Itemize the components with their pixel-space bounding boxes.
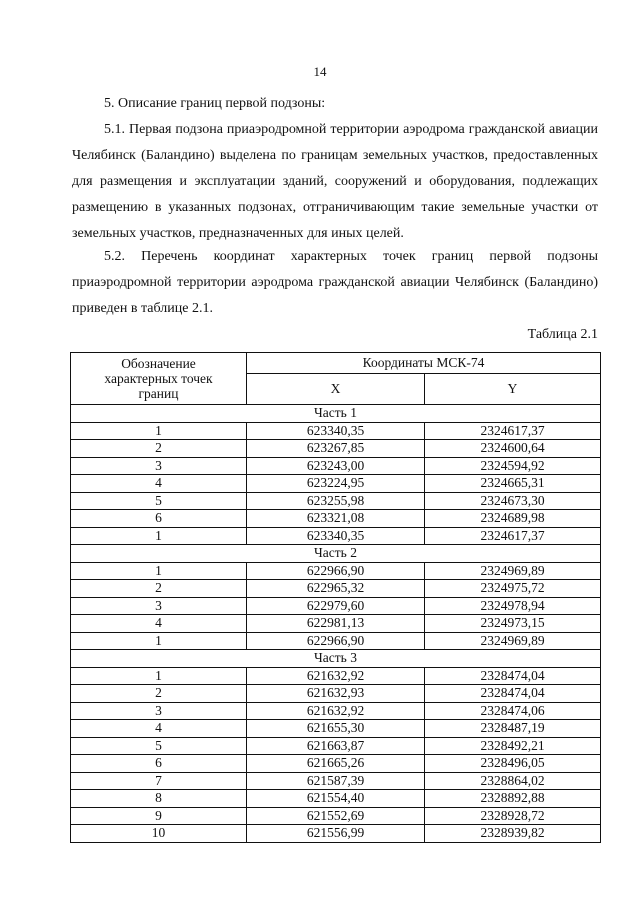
point-number-cell: 7: [71, 772, 247, 790]
y-coordinate-cell: 2328892,88: [425, 790, 601, 808]
x-coordinate-cell: 623340,35: [247, 527, 425, 545]
paragraph-5-2: 5.2. Перечень координат характерных точек границ первой подзоны приаэродромной территории аэродрома гражданской авиации Челябинск (Баландино) приведен в таблице 2.1.: [72, 249, 598, 316]
x-coordinate-cell: 623224,95: [247, 475, 425, 493]
y-coordinate-cell: 2324969,89: [425, 632, 601, 650]
y-coordinate-cell: 2328474,04: [425, 667, 601, 685]
part-title: Часть 3: [71, 650, 601, 668]
point-number-cell: 1: [71, 667, 247, 685]
y-coordinate-cell: 2324969,89: [425, 562, 601, 580]
table-row: [71, 475, 601, 493]
y-coordinate-cell: 2324617,37: [425, 422, 601, 440]
x-coordinate-cell: 623243,00: [247, 457, 425, 475]
table-row: [71, 440, 601, 458]
table-row: [71, 702, 601, 720]
x-coordinate-cell: 623321,08: [247, 510, 425, 528]
y-coordinate-cell: 2324975,72: [425, 580, 601, 598]
part-row: [71, 650, 601, 668]
table-row: [71, 422, 601, 440]
y-coordinate-cell: 2328928,72: [425, 807, 601, 825]
header-points: [71, 353, 247, 405]
x-coordinate-cell: 622965,32: [247, 580, 425, 598]
x-coordinate-cell: 621663,87: [247, 737, 425, 755]
y-coordinate-cell: 2328487,19: [425, 720, 601, 738]
y-coordinate-cell: 2328864,02: [425, 772, 601, 790]
y-coordinate-cell: 2328492,21: [425, 737, 601, 755]
header-y: Y: [425, 374, 601, 405]
header-points-line: Обозначение: [121, 356, 196, 371]
point-number-cell: 8: [71, 790, 247, 808]
table-row: [71, 807, 601, 825]
table-row: [71, 632, 601, 650]
point-number-cell: 6: [71, 510, 247, 528]
point-number-cell: 4: [71, 720, 247, 738]
table-row: [71, 667, 601, 685]
header-x: X: [247, 374, 425, 405]
table-row: [71, 597, 601, 615]
y-coordinate-cell: 2328939,82: [425, 825, 601, 843]
y-coordinate-cell: 2324673,30: [425, 492, 601, 510]
y-coordinate-cell: 2328474,04: [425, 685, 601, 703]
point-number-cell: 4: [71, 615, 247, 633]
point-number-cell: 3: [71, 702, 247, 720]
x-coordinate-cell: 622979,60: [247, 597, 425, 615]
x-coordinate-cell: 621655,30: [247, 720, 425, 738]
table-row: [71, 562, 601, 580]
table-row: [71, 527, 601, 545]
paragraph-5-1: 5.1. Первая подзона приаэродромной территории аэродрома гражданской авиации Челябинск (Баландино) выделена по границам земельных участков, предоставленных для размещения и эксплуатации зданий, сооружений и оборудования, подлежащих размещению в указанных подзонах, отграничивающим такие земельные участки от земельных участков, предназначенных для иных целей.: [72, 122, 598, 241]
x-coordinate-cell: 622981,13: [247, 615, 425, 633]
table-row: [71, 772, 601, 790]
point-number-cell: 1: [71, 527, 247, 545]
y-coordinate-cell: 2324689,98: [425, 510, 601, 528]
x-coordinate-cell: 623267,85: [247, 440, 425, 458]
y-coordinate-cell: 2324978,94: [425, 597, 601, 615]
header-coords: Координаты МСК-74: [247, 353, 601, 374]
x-coordinate-cell: 623340,35: [247, 422, 425, 440]
table-row: [71, 457, 601, 475]
point-number-cell: 2: [71, 580, 247, 598]
x-coordinate-cell: 623255,98: [247, 492, 425, 510]
x-coordinate-cell: 621632,93: [247, 685, 425, 703]
header-points-line: характерных точек: [104, 371, 213, 386]
coordinates-table: [70, 352, 601, 843]
page-number: 14: [313, 64, 327, 79]
point-number-cell: 5: [71, 492, 247, 510]
table-row: [71, 580, 601, 598]
table-caption: Таблица 2.1: [527, 327, 598, 342]
table-row: [71, 615, 601, 633]
point-number-cell: 5: [71, 737, 247, 755]
point-number-cell: 6: [71, 755, 247, 773]
y-coordinate-cell: 2328474,06: [425, 702, 601, 720]
table-row: [71, 510, 601, 528]
x-coordinate-cell: 621632,92: [247, 702, 425, 720]
table-row: [71, 685, 601, 703]
part-title: Часть 1: [71, 405, 601, 423]
y-coordinate-cell: 2328496,05: [425, 755, 601, 773]
point-number-cell: 3: [71, 597, 247, 615]
table-row: [71, 492, 601, 510]
x-coordinate-cell: 621665,26: [247, 755, 425, 773]
table-body: [71, 405, 601, 843]
point-number-cell: 2: [71, 685, 247, 703]
point-number-cell: 1: [71, 632, 247, 650]
y-coordinate-cell: 2324594,92: [425, 457, 601, 475]
y-coordinate-cell: 2324617,37: [425, 527, 601, 545]
part-title: Часть 2: [71, 545, 601, 563]
point-number-cell: 1: [71, 422, 247, 440]
x-coordinate-cell: 621632,92: [247, 667, 425, 685]
x-coordinate-cell: 622966,90: [247, 562, 425, 580]
point-number-cell: 9: [71, 807, 247, 825]
x-coordinate-cell: 621552,69: [247, 807, 425, 825]
point-number-cell: 3: [71, 457, 247, 475]
y-coordinate-cell: 2324600,64: [425, 440, 601, 458]
point-number-cell: 2: [71, 440, 247, 458]
header-points-line: границ: [138, 386, 179, 401]
y-coordinate-cell: 2324973,15: [425, 615, 601, 633]
point-number-cell: 4: [71, 475, 247, 493]
section-heading: 5. Описание границ первой подзоны:: [104, 96, 326, 111]
part-row: [71, 545, 601, 563]
y-coordinate-cell: 2324665,31: [425, 475, 601, 493]
point-number-cell: 1: [71, 562, 247, 580]
x-coordinate-cell: 621554,40: [247, 790, 425, 808]
x-coordinate-cell: 621587,39: [247, 772, 425, 790]
table-row: [71, 737, 601, 755]
part-row: [71, 405, 601, 423]
table-row: [71, 720, 601, 738]
point-number-cell: 10: [71, 825, 247, 843]
table-row: [71, 825, 601, 843]
x-coordinate-cell: 621556,99: [247, 825, 425, 843]
table-row: [71, 790, 601, 808]
x-coordinate-cell: 622966,90: [247, 632, 425, 650]
table-row: [71, 755, 601, 773]
